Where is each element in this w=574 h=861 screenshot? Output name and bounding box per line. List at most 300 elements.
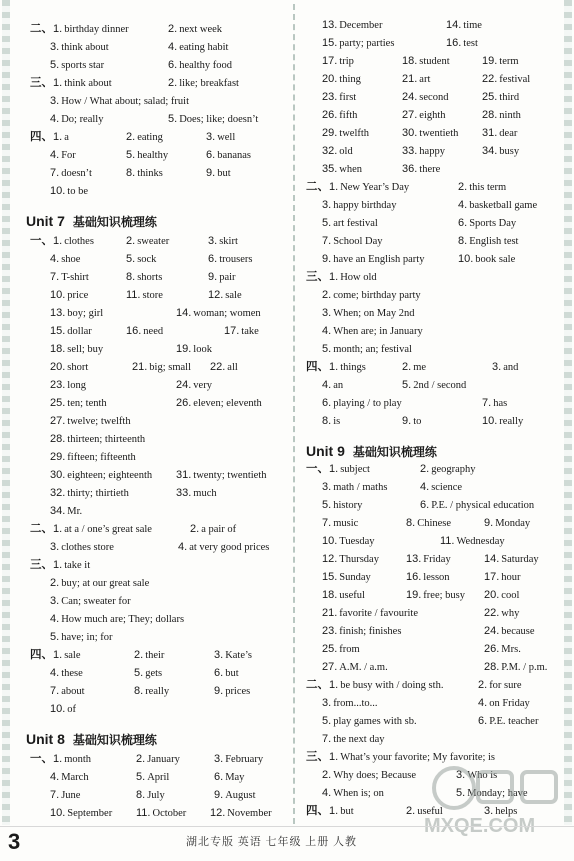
item-number: 1.: [329, 361, 339, 373]
answer-item: [210, 358, 238, 377]
answer-text: Wednesday: [456, 536, 505, 547]
item-number: 8.: [406, 517, 416, 529]
item-number: 26.: [322, 109, 338, 121]
item-number: 4.: [478, 697, 488, 709]
answer-text: twelve; twelfth: [67, 416, 131, 427]
answer-item: [492, 358, 518, 377]
answer-item: [406, 586, 465, 605]
item-number: 3.: [322, 307, 332, 319]
answer-item: [322, 496, 362, 515]
answer-item: [134, 664, 162, 683]
answer-item: [322, 124, 369, 143]
item-number: 1.: [53, 753, 63, 765]
answer-item: [322, 214, 378, 233]
answer-text: thing: [339, 74, 361, 85]
answer-item: [322, 70, 361, 89]
answer-text: be busy with / doing sth.: [340, 680, 444, 691]
unit-heading: [306, 440, 437, 462]
item-number: 27.: [50, 415, 66, 427]
answer-item: [168, 56, 232, 75]
item-number: 34.: [482, 145, 498, 157]
section-marker: 四、: [30, 131, 53, 143]
answer-text: much: [193, 488, 217, 499]
item-number: 3.: [50, 541, 60, 553]
answer-text: third: [499, 92, 520, 103]
item-number: 5.: [168, 113, 178, 125]
answer-text: How / What about; salad; fruit: [61, 96, 190, 107]
item-number: 29.: [322, 127, 338, 139]
item-number: 1.: [329, 679, 339, 691]
section-marker: 二、: [306, 679, 329, 691]
answer-item: [50, 448, 136, 467]
answer-item: [402, 160, 440, 179]
answer-item: [322, 340, 412, 359]
answer-item: [484, 640, 521, 659]
answer-text: favorite / favourite: [339, 608, 419, 619]
answer-text: basketball game: [469, 200, 538, 211]
answer-item: [482, 142, 519, 161]
answer-item: [208, 232, 238, 251]
answer-item: [322, 376, 343, 395]
section-marker: 一、: [30, 753, 53, 765]
answer-text: trousers: [219, 254, 253, 265]
item-number: 4.: [178, 541, 188, 553]
answer-item: [446, 16, 482, 35]
item-number: 2.: [126, 131, 136, 143]
answer-text: New Year’s Day: [340, 182, 410, 193]
item-number: 10.: [322, 535, 338, 547]
section-marker: 三、: [30, 559, 53, 571]
answer-text: term: [499, 56, 519, 67]
answer-item: [214, 664, 239, 683]
item-number: 4.: [322, 787, 332, 799]
item-number: 1.: [53, 235, 63, 247]
answer-item: [306, 676, 443, 695]
item-number: 24.: [484, 625, 500, 637]
answer-item: [402, 88, 448, 107]
answer-item: [420, 460, 476, 479]
item-number: 4.: [50, 613, 60, 625]
answer-text: When; on May 2nd: [333, 308, 415, 319]
item-number: 19.: [406, 589, 422, 601]
answer-text: pair: [219, 272, 236, 283]
answer-item: [306, 802, 354, 821]
item-number: 10.: [458, 253, 474, 265]
answer-item: [168, 74, 239, 93]
answer-item: [482, 124, 517, 143]
item-number: 4.: [50, 149, 60, 161]
answer-text: For: [61, 150, 76, 161]
item-number: 5.: [126, 149, 136, 161]
answer-text: sports star: [61, 60, 105, 71]
item-number: 4.: [50, 113, 60, 125]
item-number: 21.: [132, 361, 148, 373]
section-title: 基础知识梳理练: [72, 733, 157, 747]
item-number: 5.: [402, 379, 412, 391]
answer-item: [50, 538, 114, 557]
answer-item: [50, 786, 80, 805]
answer-text: price: [67, 290, 89, 301]
answer-item: [322, 730, 385, 749]
answer-text: at a / one’s great sale: [64, 524, 152, 535]
answer-text: have an English party: [333, 254, 425, 265]
answer-item: [126, 268, 162, 287]
item-number: 4.: [50, 667, 60, 679]
item-number: 12.: [208, 289, 224, 301]
answer-item: [402, 52, 450, 71]
answer-text: thirteen; thirteenth: [67, 434, 146, 445]
answer-text: festival: [499, 74, 531, 85]
answer-text: why: [501, 608, 520, 619]
item-number: 1.: [329, 463, 339, 475]
answer-item: [322, 196, 396, 215]
item-number: 31.: [176, 469, 192, 481]
answer-text: at very good prices: [189, 542, 270, 553]
item-number: 21.: [322, 607, 338, 619]
item-number: 7.: [50, 167, 60, 179]
answer-item: [134, 682, 169, 701]
answer-text: boy; girl: [67, 308, 104, 319]
answer-item: [214, 646, 252, 665]
answer-text: very: [193, 380, 212, 391]
answer-text: clothes store: [61, 542, 114, 553]
item-number: 12.: [322, 553, 338, 565]
answer-item: [484, 802, 517, 821]
item-number: 2.: [322, 289, 332, 301]
item-number: 30.: [402, 127, 418, 139]
item-number: 10.: [50, 703, 66, 715]
answer-text: on Friday: [489, 698, 530, 709]
answer-item: [126, 146, 168, 165]
item-number: 9.: [214, 685, 224, 697]
answer-item: [50, 286, 88, 305]
item-number: 16.: [406, 571, 422, 583]
item-number: 10.: [50, 185, 66, 197]
answer-text: second: [419, 92, 449, 103]
answer-text: buy; at our great sale: [61, 578, 150, 589]
item-number: 6.: [458, 217, 468, 229]
item-number: 6.: [208, 253, 218, 265]
answer-text: a: [64, 132, 69, 143]
answer-text: a pair of: [201, 524, 237, 535]
answer-text: sock: [137, 254, 157, 265]
answer-text: has: [493, 398, 508, 409]
item-number: 12.: [210, 807, 226, 819]
item-number: 32.: [50, 487, 66, 499]
answer-item: [402, 412, 421, 431]
answer-text: helps: [495, 806, 518, 817]
item-number: 32.: [322, 145, 338, 157]
answer-text: When is; on: [333, 788, 384, 799]
answer-item: [406, 568, 450, 587]
item-number: 14.: [446, 19, 462, 31]
answer-item: [458, 214, 516, 233]
item-number: 2.: [134, 649, 144, 661]
item-number: 28.: [482, 109, 498, 121]
item-number: 23.: [322, 91, 338, 103]
answer-item: [446, 34, 478, 53]
item-number: 17.: [484, 571, 500, 583]
item-number: 4.: [458, 199, 468, 211]
answer-item: [50, 182, 88, 201]
answer-text: fifteen; fifteenth: [67, 452, 136, 463]
answer-text: Monday: [495, 518, 531, 529]
answer-item: [30, 520, 152, 539]
answer-item: [482, 106, 521, 125]
answer-text: Thursday: [339, 554, 379, 565]
item-number: 8.: [134, 685, 144, 697]
answer-text: me: [413, 362, 427, 373]
answer-text: August: [225, 790, 256, 801]
answer-text: useful: [417, 806, 443, 817]
answer-text: English test: [469, 236, 519, 247]
item-number: 5.: [126, 253, 136, 265]
item-number: 20.: [484, 589, 500, 601]
item-number: 27.: [402, 109, 418, 121]
item-number: 3.: [322, 481, 332, 493]
answer-item: [322, 658, 388, 677]
answer-item: [30, 750, 91, 769]
answer-text: trip: [339, 56, 354, 67]
answer-text: July: [147, 790, 165, 801]
item-number: 3.: [492, 361, 502, 373]
answer-item: [456, 766, 497, 785]
answer-item: [214, 786, 256, 805]
answer-text: 2nd / second: [413, 380, 467, 391]
answer-item: [306, 178, 409, 197]
answer-text: because: [501, 626, 535, 637]
section-marker: 二、: [30, 23, 53, 35]
answer-item: [484, 568, 521, 587]
item-number: 3.: [50, 595, 60, 607]
item-number: 33.: [402, 145, 418, 157]
item-number: 3.: [214, 649, 224, 661]
answer-item: [482, 52, 519, 71]
answer-item: [50, 768, 89, 787]
answer-item: [306, 268, 377, 287]
item-number: 5.: [50, 631, 60, 643]
item-number: 3.: [322, 199, 332, 211]
answer-text: skirt: [219, 236, 238, 247]
answer-text: When are; in January: [333, 326, 423, 337]
answer-item: [132, 358, 191, 377]
answer-text: finish; finishes: [339, 626, 402, 637]
answer-item: [478, 676, 522, 695]
answer-text: birthday dinner: [64, 24, 129, 35]
answer-text: is: [333, 416, 341, 427]
answer-text: healthy: [137, 150, 169, 161]
answer-item: [322, 694, 378, 713]
item-number: 8.: [322, 415, 332, 427]
answer-text: What’s your favorite; My favorite; is: [340, 752, 496, 763]
item-number: 3.: [214, 753, 224, 765]
answer-text: P.E. teacher: [489, 716, 539, 727]
answer-text: fifth: [339, 110, 358, 121]
item-number: 7.: [322, 235, 332, 247]
answer-item: [322, 34, 394, 53]
item-number: 27.: [322, 661, 338, 673]
answer-text: take: [241, 326, 259, 337]
answer-text: playing / to play: [333, 398, 402, 409]
item-number: 5.: [134, 667, 144, 679]
answer-item: [50, 110, 103, 129]
answer-text: of: [67, 704, 77, 715]
unit-title: Unit 9: [306, 443, 345, 459]
item-number: 18.: [402, 55, 418, 67]
answer-item: [136, 750, 180, 769]
item-number: 33.: [176, 487, 192, 499]
answer-text: Do; really: [61, 114, 104, 125]
answer-item: [322, 286, 421, 305]
section-marker: 二、: [306, 181, 329, 193]
answer-item: [50, 92, 189, 111]
item-number: 1.: [53, 77, 63, 89]
answer-item: [50, 804, 112, 823]
answer-text: store: [142, 290, 163, 301]
page-number: 3: [8, 829, 21, 854]
item-number: 20.: [322, 73, 338, 85]
answer-item: [420, 496, 534, 515]
item-number: 6.: [206, 149, 216, 161]
answer-text: think about: [61, 42, 109, 53]
answer-text: shorts: [137, 272, 163, 283]
answer-item: [206, 128, 235, 147]
answer-text: but: [217, 168, 231, 179]
item-number: 4.: [322, 325, 332, 337]
answer-text: Saturday: [501, 554, 539, 565]
answer-text: Mrs.: [501, 644, 521, 655]
answer-text: subject: [340, 464, 370, 475]
answer-text: November: [227, 808, 272, 819]
answer-item: [50, 592, 131, 611]
section-title: 基础知识梳理练: [352, 445, 437, 459]
item-number: 2.: [406, 805, 416, 817]
answer-text: eleven; eleventh: [193, 398, 262, 409]
item-number: 25.: [50, 397, 66, 409]
answer-text: about: [61, 686, 85, 697]
answer-item: [484, 604, 519, 623]
answer-text: twelfth: [339, 128, 370, 139]
answer-item: [322, 568, 371, 587]
item-number: 4.: [420, 481, 430, 493]
answer-item: [176, 466, 267, 485]
answer-text: history: [333, 500, 363, 511]
item-number: 2.: [136, 753, 146, 765]
item-number: 24.: [176, 379, 192, 391]
answer-item: [126, 128, 163, 147]
answer-item: [322, 250, 424, 269]
item-number: 10.: [50, 289, 66, 301]
item-number: 2.: [402, 361, 412, 373]
item-number: 30.: [50, 469, 66, 481]
answer-text: twentieth: [419, 128, 459, 139]
answer-text: these: [61, 668, 83, 679]
answer-item: [406, 802, 443, 821]
answer-item: [402, 106, 446, 125]
answer-text: How old: [340, 272, 377, 283]
answer-item: [406, 514, 451, 533]
answer-item: [322, 394, 402, 413]
answer-text: when: [339, 164, 363, 175]
item-number: 1.: [53, 523, 63, 535]
answer-text: dear: [499, 128, 518, 139]
answer-text: shoe: [61, 254, 81, 265]
answer-item: [208, 286, 242, 305]
answer-item: [322, 766, 416, 785]
answer-text: January: [147, 754, 180, 765]
answer-item: [322, 106, 357, 125]
item-number: 19.: [176, 343, 192, 355]
item-number: 28.: [484, 661, 500, 673]
answer-item: [478, 712, 538, 731]
answer-text: come; birthday party: [333, 290, 421, 301]
answer-text: Sports Day: [469, 218, 517, 229]
item-number: 1.: [53, 559, 63, 571]
answer-item: [126, 322, 163, 341]
item-number: 13.: [322, 19, 338, 31]
answer-item: [136, 804, 186, 823]
answer-item: [50, 574, 149, 593]
answer-text: hour: [501, 572, 521, 583]
answer-text: September: [67, 808, 113, 819]
answer-text: dollar: [67, 326, 92, 337]
answer-text: month; an; festival: [333, 344, 412, 355]
item-number: 7.: [322, 517, 332, 529]
answer-item: [134, 646, 164, 665]
item-number: 7.: [322, 733, 332, 745]
item-number: 2.: [190, 523, 200, 535]
answer-item: [126, 164, 163, 183]
item-number: 2.: [478, 679, 488, 691]
answer-text: thirty; thirtieth: [67, 488, 129, 499]
answer-item: [402, 376, 466, 395]
answer-text: Sunday: [339, 572, 371, 583]
answer-item: [50, 250, 80, 269]
item-number: 17.: [322, 55, 338, 67]
item-number: 1.: [53, 23, 63, 35]
item-number: 5.: [456, 787, 466, 799]
answer-text: have; in; for: [61, 632, 113, 643]
answer-item: [322, 412, 340, 431]
item-number: 3.: [456, 769, 466, 781]
answer-item: [402, 358, 426, 377]
answer-item: [322, 550, 379, 569]
item-number: 13.: [406, 553, 422, 565]
answer-text: October: [152, 808, 187, 819]
page-footer: [0, 826, 574, 861]
answer-text: math / maths: [333, 482, 388, 493]
answer-text: month: [64, 754, 92, 765]
item-number: 2.: [322, 769, 332, 781]
item-number: 5.: [322, 217, 332, 229]
answer-item: [322, 622, 401, 641]
answer-item: [322, 712, 417, 731]
item-number: 4.: [168, 41, 178, 53]
watermark-text: MXQE.COM: [424, 815, 536, 837]
item-number: 25.: [322, 643, 338, 655]
answer-text: Who is: [467, 770, 498, 781]
answer-text: Why does; Because: [333, 770, 416, 781]
answer-text: art: [419, 74, 431, 85]
answer-text: but: [340, 806, 354, 817]
answer-text: T-shirt: [61, 272, 89, 283]
answer-item: [30, 20, 129, 39]
answer-item: [322, 586, 365, 605]
answer-item: [306, 460, 370, 479]
answer-item: [322, 604, 418, 623]
answer-item: [406, 550, 451, 569]
answer-item: [484, 622, 535, 641]
